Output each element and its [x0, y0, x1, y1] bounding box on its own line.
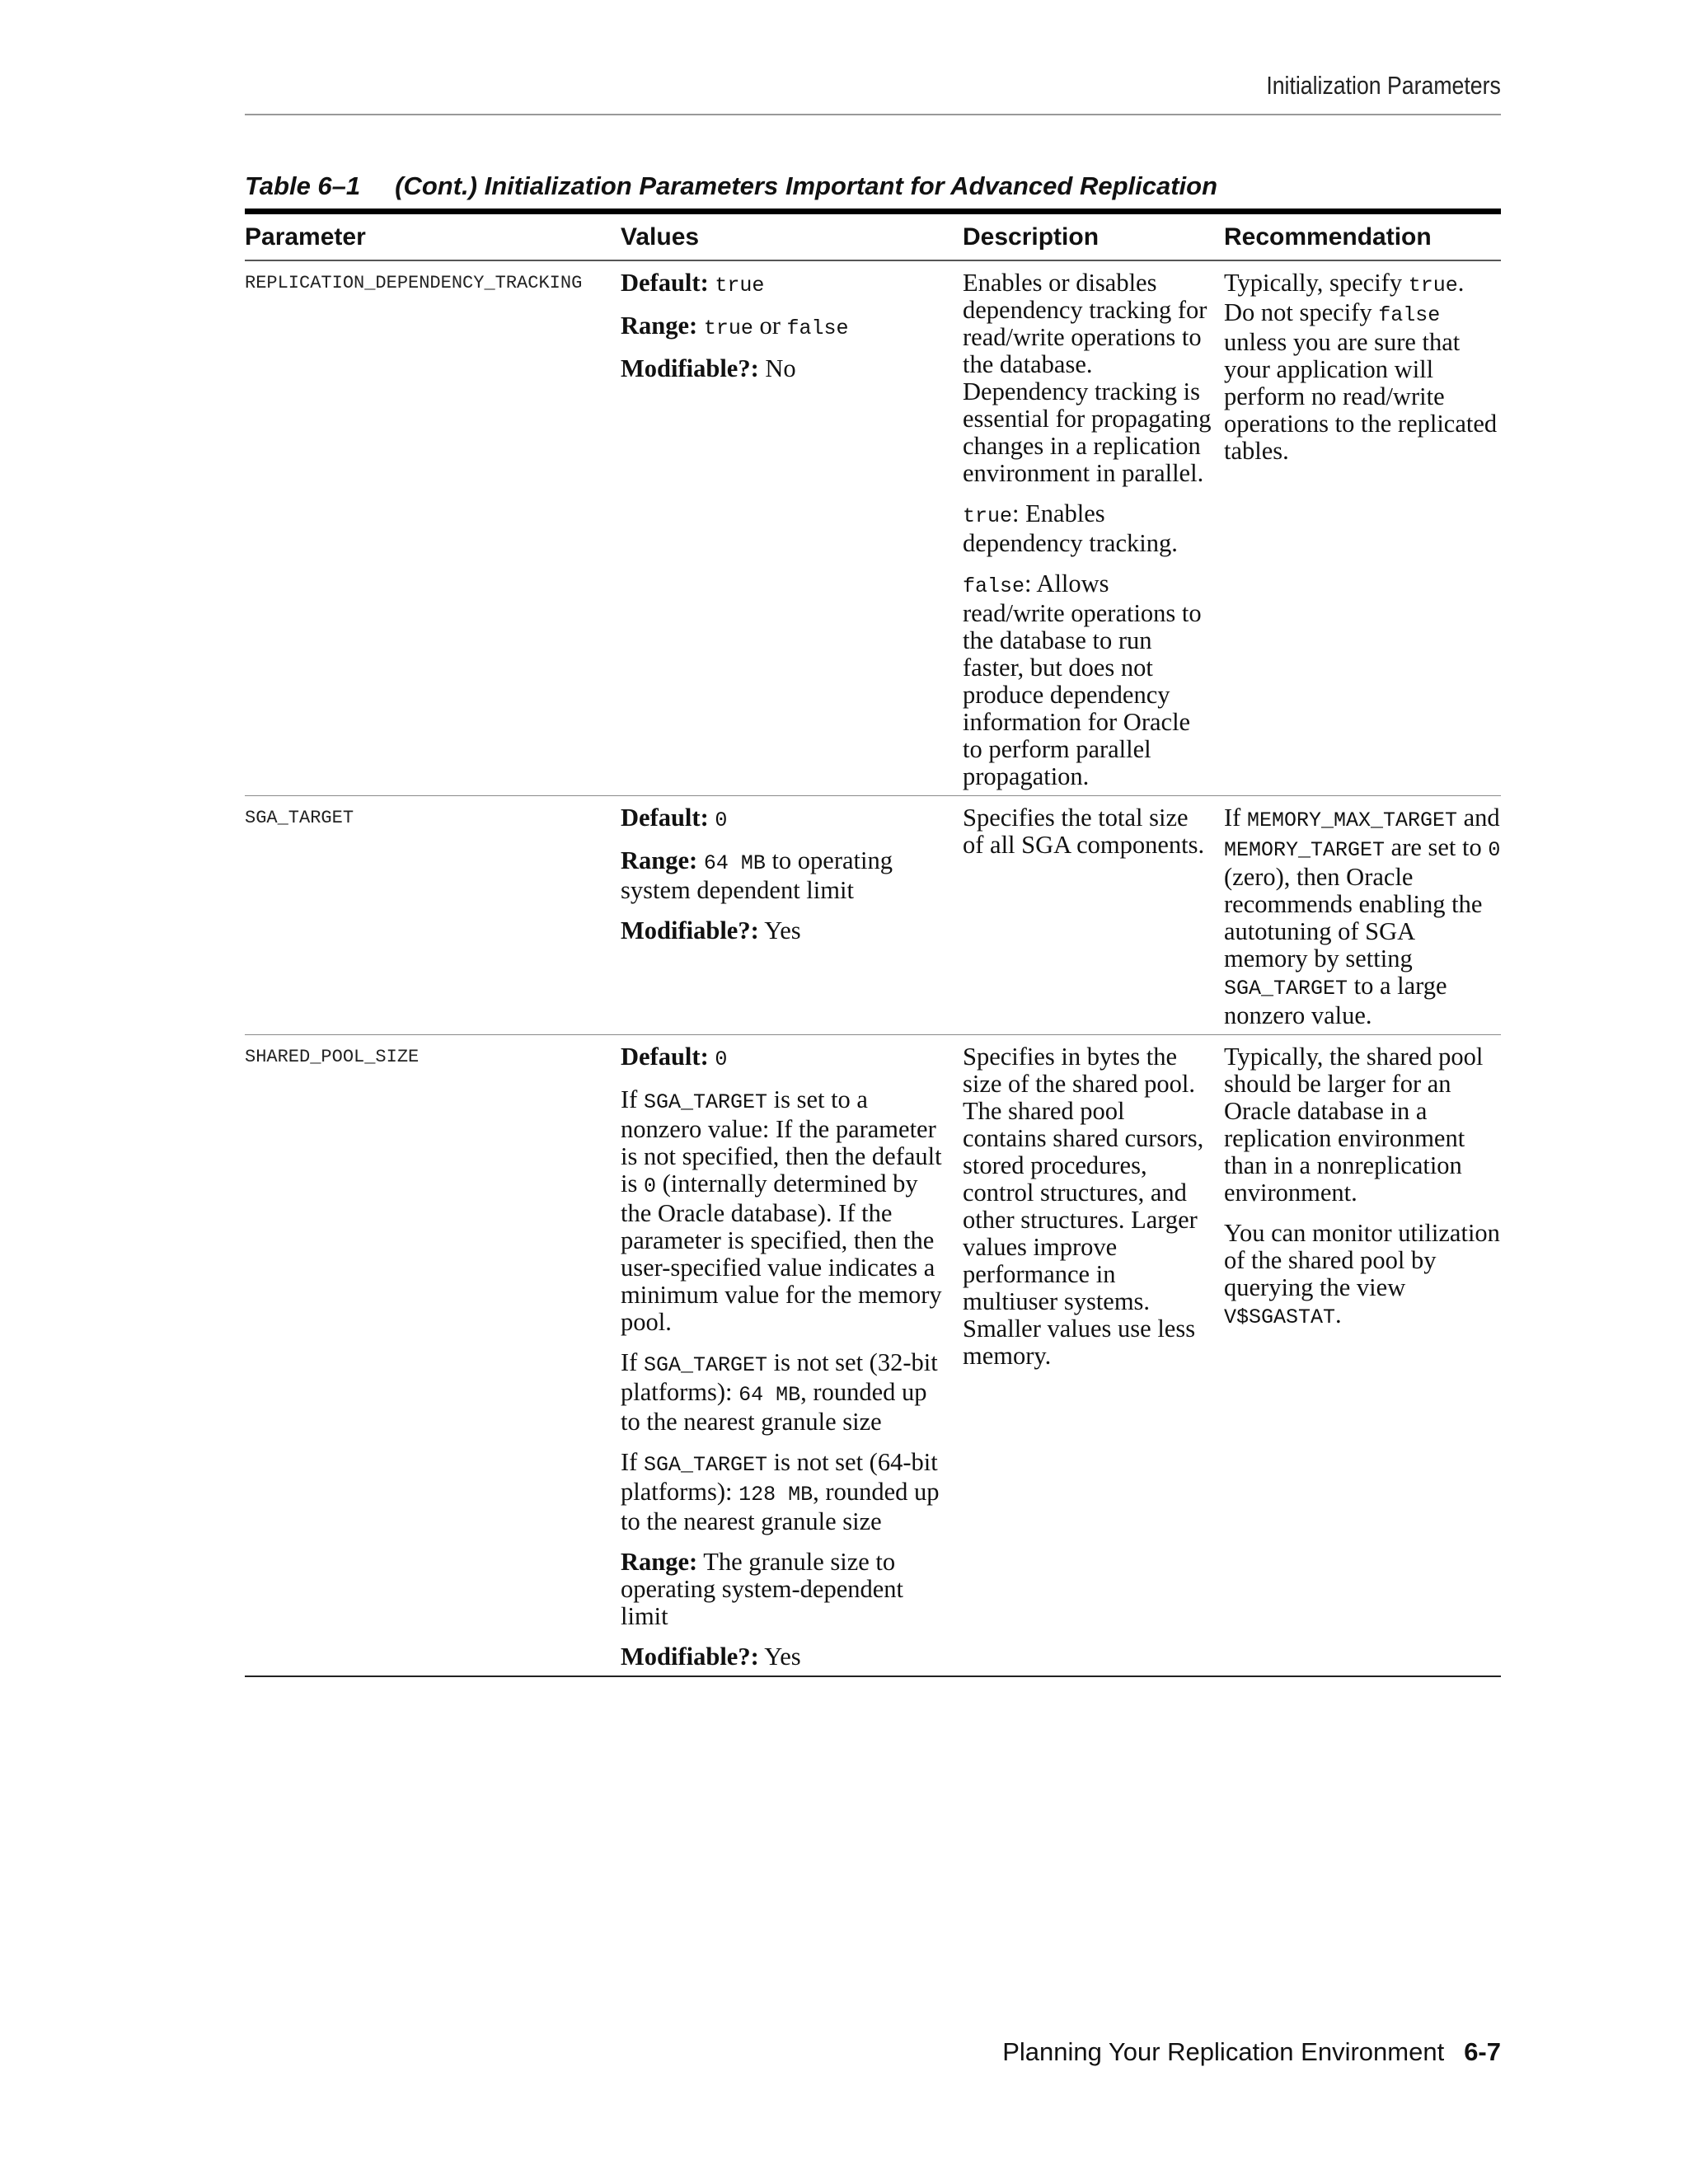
header-parameter: Parameter [245, 223, 366, 251]
recommendation-cell: If MEMORY_MAX_TARGET and MEMORY_TARGET are set to 0 (zero), then Oracle recommends enabling the autotuning of SGA memory by setting SGA_TARGET to a large nonzero value. [1224, 804, 1501, 1029]
footer-title: Planning Your Replication Environment [1002, 2037, 1445, 2066]
table-row [245, 1035, 1501, 1677]
header-description: Description [963, 223, 1100, 251]
range-line: Range: 64 MB to operating system dependent limit [621, 846, 893, 904]
header-rule [245, 114, 1501, 115]
parameters-table [245, 209, 1501, 1677]
recommendation-cell: Typically, the shared pool should be larger for an Oracle database in a replication environment than in a nonreplication environment. You can monitor utilization of the shared pool by querying the view V$SGASTAT. [1224, 1043, 1500, 1329]
page-number: 6-7 [1464, 2037, 1501, 2066]
range-line: Range: true or false [621, 312, 849, 340]
recommendation-cell: Typically, specify true. Do not specify false unless you are sure that your application will perform no read/write operations to the replicated tables. [1224, 269, 1498, 465]
modifiable-line: Modifiable?: Yes [621, 916, 801, 944]
table-caption [245, 171, 1217, 201]
modifiable-line: Modifiable?: Yes [621, 1643, 801, 1671]
values-cell [621, 796, 963, 1035]
description-cell: Enables or disables dependency tracking for read/write operations to the database. Dependency tracking is essential for propagating changes in a replication environment in parallel. true: Enables dependency tracking. false: Allows read/write operations to the database to run faster, but does not produce dependency information for Oracle to perform parallel propagation. [963, 269, 1212, 790]
default-line: Default: 0 [621, 804, 728, 832]
modifiable-line: Modifiable?: No [621, 354, 796, 382]
default-line: Default: 0 [621, 1043, 728, 1071]
parameter-name: SGA_TARGET [245, 808, 354, 828]
table-row [245, 796, 1501, 1035]
values-cell [621, 260, 963, 796]
default-line: Default: true [621, 269, 765, 298]
table-number: Table 6–1 [245, 171, 361, 200]
parameter-name: SHARED_POOL_SIZE [245, 1047, 420, 1067]
table-row [245, 260, 1501, 796]
parameter-name: REPLICATION_DEPENDENCY_TRACKING [245, 273, 583, 293]
range-line: Range: The granule size to operating system-dependent limit [621, 1548, 904, 1630]
description-cell: Specifies in bytes the size of the shared pool. The shared pool contains shared cursors, stored procedures, control structures, and other structures. Larger values improve performance in multiuser systems. Smaller values use less memory. [963, 1043, 1204, 1370]
values-cell: Default: 0 If SGA_TARGET is set to a nonzero value: If the parameter is not specified, then the default is 0 (internally determined by the Oracle database). If the parameter is specified, then the user-specified value indicates a minimum value for the memory pool. If SGA_TARGET is not set (32-bit platforms): 64 MB, rounded up to the nearest granule size If SGA_TARGET is not set (64-bit platforms): 128 MB, rounded up to the nearest granule size Range: The granule size to operating system-dependent limit Modifiable?: Yes [621, 1035, 963, 1677]
table-title: (Cont.) Initialization Parameters Important for Advanced Replication [395, 171, 1218, 200]
table-header-row [245, 212, 1501, 261]
description-cell: Specifies the total size of all SGA components. [963, 804, 1205, 859]
running-header: Initialization Parameters [1266, 71, 1501, 100]
header-values: Values [621, 223, 700, 251]
page-footer [1002, 2037, 1501, 2067]
header-recommendation: Recommendation [1224, 223, 1432, 251]
